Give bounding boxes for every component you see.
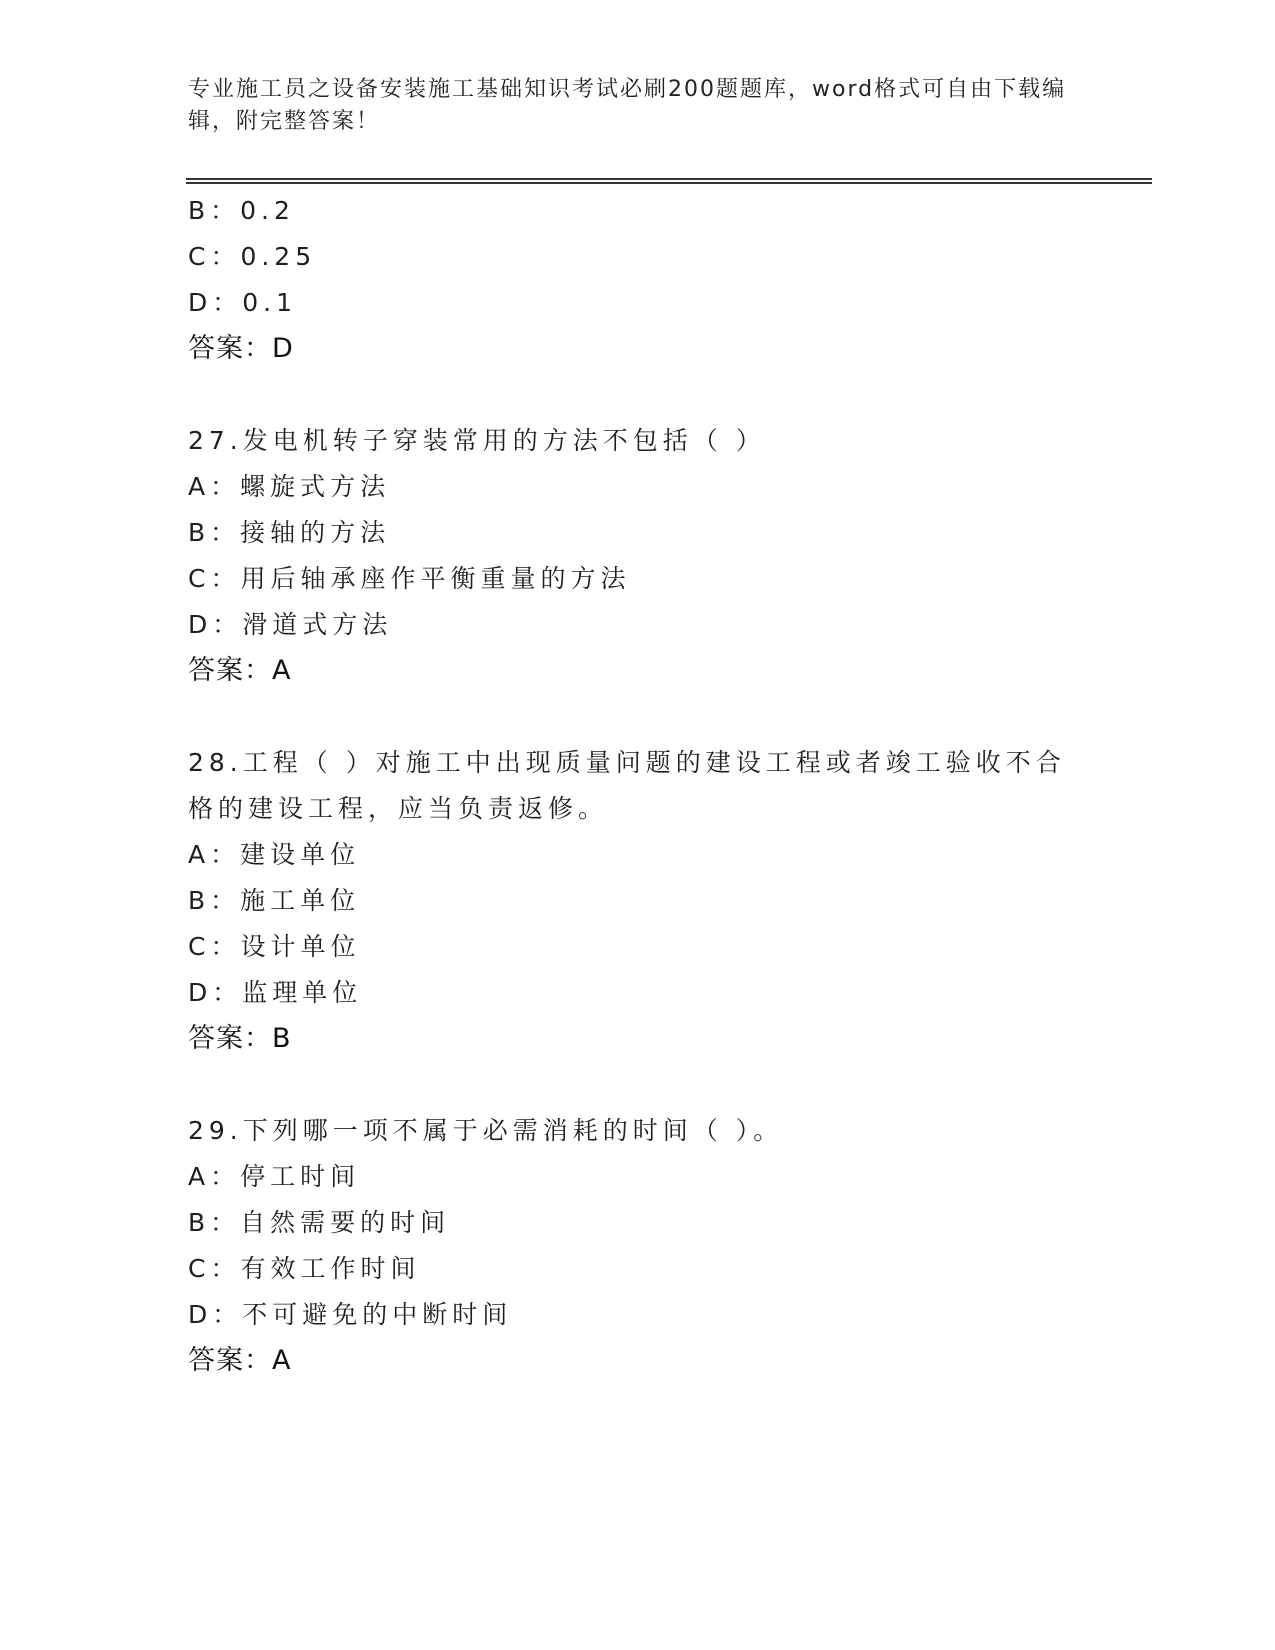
question-text: 27.发电机转子穿装常用的方法不包括（ ） <box>188 426 766 455</box>
option-c: C：设计单位 <box>188 932 361 961</box>
answer-line: 答案：A <box>188 1345 292 1376</box>
spacer <box>188 694 1118 740</box>
answer-line: 答案：B <box>188 1023 292 1054</box>
question-list <box>188 188 1118 1384</box>
option-a: A：停工时间 <box>188 1162 361 1191</box>
option-c: C：有效工作时间 <box>188 1254 421 1283</box>
option-c: C：0.25 <box>188 242 317 271</box>
header-divider-top <box>186 178 1152 180</box>
option-d: D：滑道式方法 <box>188 610 393 639</box>
option-c: C：用后轴承座作平衡重量的方法 <box>188 564 631 593</box>
option-d: D：0.1 <box>188 288 298 317</box>
question-text: 29.下列哪一项不属于必需消耗的时间（ ）。 <box>188 1116 784 1145</box>
header-divider-bottom <box>186 182 1152 184</box>
option-b: B：施工单位 <box>188 886 361 915</box>
option-b: B：接轴的方法 <box>188 518 391 547</box>
prev-question-block <box>188 188 1118 372</box>
option-d: D：不可避免的中断时间 <box>188 1300 513 1329</box>
page-header-title: 专业施工员之设备安装施工基础知识考试必刷200题题库，word格式可自由下载编辑，附完整答案！ <box>188 77 1067 134</box>
question-block-27 <box>188 418 1118 694</box>
question-block-28 <box>188 740 1118 1062</box>
answer-line: 答案：D <box>188 333 294 364</box>
answer-line: 答案：A <box>188 655 292 686</box>
option-d: D：监理单位 <box>188 978 363 1007</box>
option-a: A：建设单位 <box>188 840 361 869</box>
option-b: B：0.2 <box>188 196 295 225</box>
option-a: A：螺旋式方法 <box>188 472 391 501</box>
spacer <box>188 372 1118 418</box>
question-block-29 <box>188 1108 1118 1384</box>
question-text: 28.工程（ ）对施工中出现质量问题的建设工程或者竣工验收不合格的建设工程，应当负责返修。 <box>188 748 1066 823</box>
spacer <box>188 1062 1118 1108</box>
option-b: B：自然需要的时间 <box>188 1208 451 1237</box>
